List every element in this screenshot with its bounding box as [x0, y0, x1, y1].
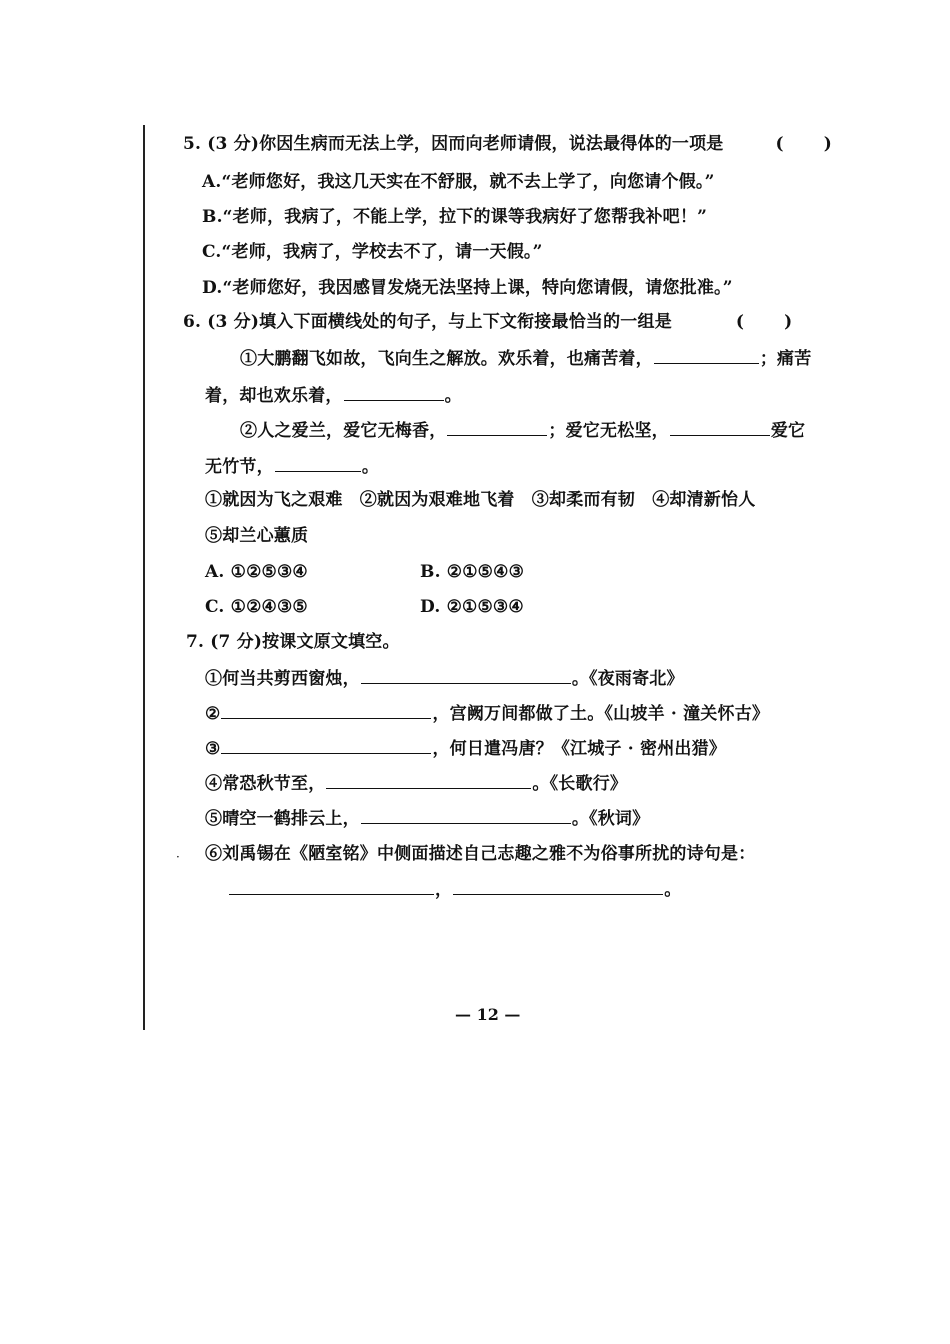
- q7-blank-6[interactable]: [229, 878, 434, 895]
- q6-option-a: A. ①②⑤③④: [205, 562, 308, 582]
- q7-blank-5[interactable]: [361, 807, 571, 824]
- q7-item-3-pre: ③: [205, 739, 221, 759]
- q7-item-2-pre: ②: [205, 704, 221, 724]
- q6-s2-text-2: ；爱它无松坚，: [548, 421, 669, 441]
- q7-item-6-end: 。: [664, 880, 682, 900]
- q6-sentence2-line2: [205, 455, 379, 478]
- scan-speck: ·: [176, 850, 180, 864]
- q7-item-3-post: ，何日遣冯唐？《江城子 · 密州出猎》: [432, 739, 727, 759]
- q5-option-c: C.“老师，我病了，学校去不了，请一天假。”: [202, 242, 543, 262]
- q6-s2-text: ②人之爱兰，爱它无梅香，: [240, 421, 447, 441]
- q7-item-3: [205, 737, 726, 760]
- q6-blank-5[interactable]: [275, 455, 361, 472]
- q6-blank-4[interactable]: [670, 419, 770, 436]
- page-number: — 12 —: [455, 1005, 521, 1024]
- q6-s1-text: ①大鹏翻飞如故，飞向生之解放。欢乐着，也痛苦着，: [240, 349, 653, 369]
- q7-item-6-mid: ，: [435, 880, 453, 900]
- q7-item-1-post: 。《夜雨寄北》: [571, 669, 684, 689]
- q7-item-4-post: 。《长歌行》: [532, 774, 628, 794]
- q7-item-5-post: 。《秋词》: [571, 809, 650, 829]
- q7-item-5-pre: ⑤晴空一鹤排云上，: [205, 809, 360, 829]
- q6-stem-line: [183, 311, 792, 333]
- q5-stem-line: [183, 133, 832, 155]
- q7-item-4: [205, 772, 627, 795]
- q6-option-c: C. ①②④③⑤: [205, 597, 308, 617]
- q6-s1-text-2: ；痛苦: [759, 349, 812, 369]
- q6-blank-1[interactable]: [654, 347, 759, 364]
- q7-item-1: [205, 667, 684, 690]
- q5-stem: 5. (3 分)你因生病而无法上学，因而向老师请假，说法最得体的一项是: [183, 134, 724, 154]
- q7-blank-1[interactable]: [361, 667, 571, 684]
- q7-item-1-pre: ①何当共剪西窗烛，: [205, 669, 360, 689]
- q5-option-d: D.“老师您好，我因感冒发烧无法坚持上课，特向您请假，请您批准。”: [202, 278, 733, 298]
- q6-s2-text-3: 爱它: [770, 421, 806, 441]
- q6-option-d: D. ②①⑤③④: [420, 597, 524, 617]
- q6-s1-end: 。: [444, 386, 462, 406]
- q7-blank-4[interactable]: [326, 772, 531, 789]
- q7-item-6: ⑥刘禹锡在《陋室铭》中侧面描述自己志趣之雅不为俗事所扰的诗句是：: [205, 844, 756, 864]
- q7-stem: 7. (7 分)按课文原文填空。: [186, 632, 400, 652]
- q7-item-5: [205, 807, 649, 830]
- q5-option-b: B.“老师，我病了，不能上学，拉下的课等我病好了您帮我补吧！”: [202, 207, 708, 227]
- q5-answer-paren-close: ): [823, 134, 832, 154]
- q7-item-2-post: ，宫阙万间都做了土。《山坡羊 · 潼关怀古》: [432, 704, 770, 724]
- q6-answer-paren-close: ): [784, 312, 793, 332]
- q7-item-2: [205, 702, 769, 725]
- q6-choices-line1: ①就因为飞之艰难 ②就因为艰难地飞着 ③却柔而有韧 ④却清新怡人: [205, 490, 756, 510]
- q6-blank-3[interactable]: [447, 419, 547, 436]
- binding-margin-line: [143, 125, 145, 1030]
- q7-blank-2[interactable]: [221, 702, 431, 719]
- q6-s2-text-4: 无竹节，: [205, 457, 274, 477]
- q7-blank-7[interactable]: [453, 878, 663, 895]
- q5-option-a: A.“老师您好，我这几天实在不舒服，就不去上学了，向您请个假。”: [202, 172, 715, 192]
- q6-answer-paren-open: (: [735, 312, 745, 332]
- q5-answer-paren-open: (: [775, 134, 784, 154]
- q6-sentence1-line2: [205, 384, 462, 407]
- q6-sentence2-line1: [240, 419, 805, 442]
- q6-choices-line2: ⑤却兰心蕙质: [205, 526, 309, 546]
- q6-sentence1-line1: [240, 347, 811, 370]
- q6-stem: 6. (3 分)填入下面横线处的句子，与上下文衔接最恰当的一组是: [183, 312, 672, 332]
- q6-option-b: B. ②①⑤④③: [420, 562, 525, 582]
- q7-item-6-answer-line: [228, 878, 681, 901]
- q7-item-4-pre: ④常恐秋节至，: [205, 774, 326, 794]
- q7-blank-3[interactable]: [221, 737, 431, 754]
- q6-blank-2[interactable]: [344, 384, 444, 401]
- q6-s2-end: 。: [361, 457, 380, 477]
- q6-s1-text-3: 着，却也欢乐着，: [205, 386, 343, 406]
